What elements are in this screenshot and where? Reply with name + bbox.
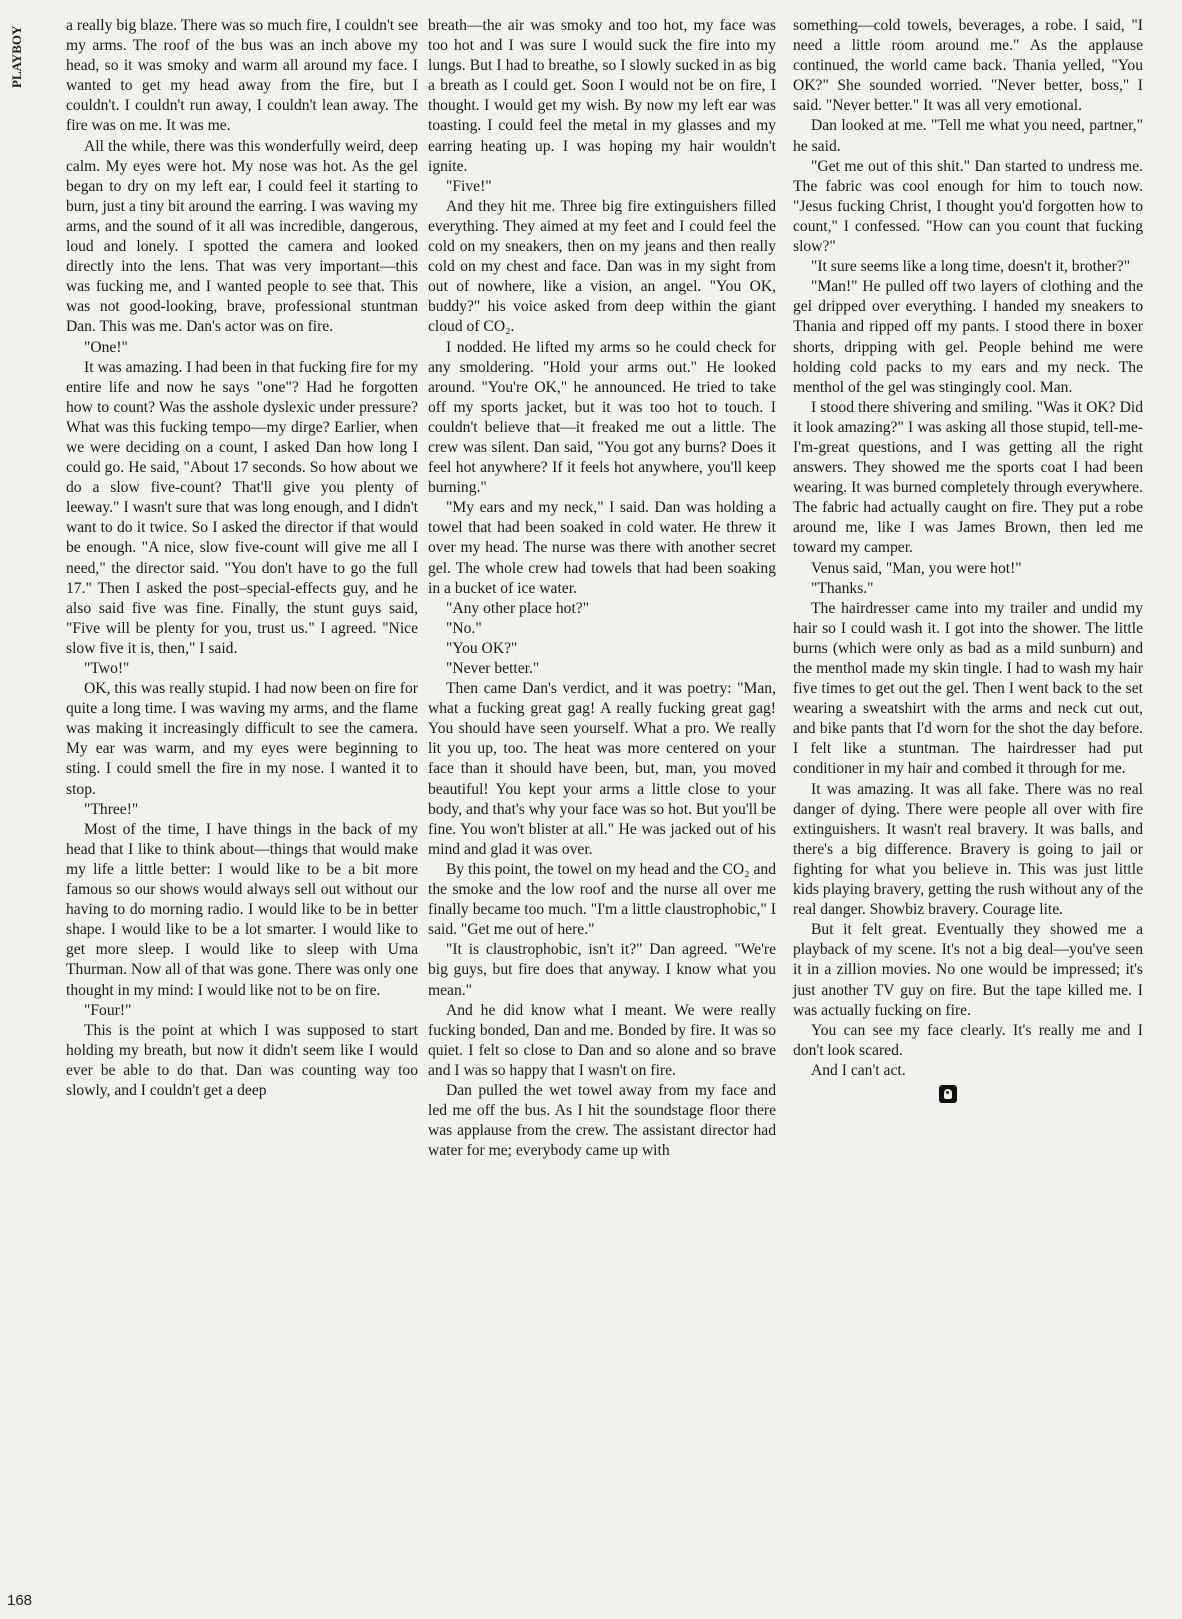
- paragraph: And I can't act.: [811, 1061, 906, 1079]
- paragraph: It was amazing. It was all fake. There was no real danger of dying. There were people all over with fire extinguishers. It wasn't real bravery. It was balls, and there's a big difference. Bravery is going to jail or fighting for what you believe in. This was just little kids playing bravery, getting the rush without any of the real danger. Showbiz bravery. Courage lite.: [793, 780, 1143, 919]
- paragraph: something—cold towels, beverages, a robe. I said, "I need a little room around me." As the applause continued, the world came back. Thania yelled, "You OK?" She sounded worried. "Never better, boss," I said. "Never better." It was all very emotional.: [793, 17, 1143, 115]
- rabbit-head-icon: [939, 1085, 957, 1103]
- paragraph: It was amazing. I had been in that fucking fire for my entire life and now he says "one"? Had he forgotten how to count? Was the asshole dyslexic under pressure? What was this fucking tempo—my dirge? Earlier, when we were deciding on a count, I asked Dan how long I could go. He said, "About 17 seconds. So how about we do a slow five-count? That'll give you plenty of leeway." I wasn't sure that was long enough, and I didn't want to do it twice. So I asked the director if that would be enough. "A nice, slow five-count will give me all I need," the director said. "You don't have to go the full 17." Then I asked the post–special-effects guy, and he also said five was fine. Finally, the stunt guys said, "Five will be plenty for you, trust us." I agreed. "Nice slow five it is, then," I said.: [66, 358, 418, 657]
- paragraph: "Thanks.": [811, 579, 874, 597]
- paragraph: I stood there shivering and smiling. "Was it OK? Did it look amazing?" I was asking all those stupid, tell-me-I'm-great questions, and I was getting all the right answers. They showed me the sports coat I had been wearing. It was burned completely through everywhere. The fabric had actually caught on fire. They put a robe around me, like I was James Brown, then led me toward my camper.: [793, 398, 1143, 557]
- end-mark-container: [793, 1081, 1143, 1103]
- paragraph: "Get me out of this shit." Dan started to undress me. The fabric was cool enough for him to touch now. "Jesus fucking Christ, I thought you'd forgotten how to count," I confessed. "How can you count that fucking slow?": [793, 157, 1143, 256]
- paragraph: "Any other place hot?": [446, 599, 590, 617]
- paragraph: Most of the time, I have things in the back of my head that I like to think about—things that would make my life a little better: I would like to be a bit more famous so our shows would always sell out without our having to do morning radio. I would like to be in better shape. I would like to be a lot smarter. I would like to get more sleep. I would like to sleep with Uma Thurman. Now all of that was gone. There was only one thought in my mind: I would like not to be on fire.: [66, 820, 418, 999]
- paragraph: Dan pulled the wet towel away from my face and led me off the bus. As I hit the soundstage floor there was applause from the crew. The assistant director had water for me; everybody came up with: [428, 1081, 776, 1160]
- paragraph: By this point, the towel on my head and the CO₂ and the smoke and the low roof and the nurse all over me finally became too much. "I'm a little claustrophobic," I said. "Get me out of here.": [428, 860, 776, 939]
- paragraph: "Five!": [446, 177, 492, 195]
- paragraph: "Man!" He pulled off two layers of clothing and the gel dripped over everything. I handed my sneakers to Thania and ripped off my pants. I stood there in boxer shorts, dripping with gel. People behind me were holding cold packs to my ears and my neck. The menthol of the gel was stingingly cool. Man.: [793, 278, 1143, 396]
- paragraph: OK, this was really stupid. I had now been on fire for quite a long time. I was waving my arms, and the flame was making it increasingly difficult to see the camera. My ear was warm, and my eyes were beginning to sting. I could smell the fire in my nose. I wanted it to stop.: [66, 680, 418, 798]
- paragraph: All the while, there was this wonderfully weird, deep calm. My eyes were hot. My nose was hot. As the gel began to dry on my left ear, I could feel it starting to burn, just a tiny bit around the earring. I was waving my arms, and the sound of it all was incredible, dangerous, loud and lonely. I spotted the camera and looked directly into the lens. That was very important—this was fucking me, and I wanted people to see that. This was not good-looking, brave, professional stuntman Dan. This was me. Dan's actor was on fire.: [66, 137, 418, 336]
- paragraph: Venus said, "Man, you were hot!": [811, 559, 1022, 577]
- paragraph: "You OK?": [446, 639, 518, 657]
- paragraph: "No.": [446, 619, 482, 637]
- paragraph: "It is claustrophobic, isn't it?" Dan agreed. "We're big guys, but fire does that anyway. I know what you mean.": [428, 941, 776, 999]
- paragraph: And he did know what I meant. We were really fucking bonded, Dan and me. Bonded by fire. It was so quiet. I felt so close to Dan and so alone and so brave and I was so happy that I wasn't on fire.: [428, 1001, 776, 1079]
- paragraph: a really big blaze. There was so much fire, I couldn't see my arms. The roof of the bus was an inch above my head, so it was smoky and warm all around my face. I wanted to get my head away from the fire, but I couldn't. I couldn't run away, I couldn't lean away. The fire was on me. It was me.: [66, 17, 418, 135]
- paragraph: This is the point at which I was supposed to start holding my breath, but now it didn't seem like I would ever be able to do that. Dan was counting way too slowly, and I couldn't get a deep: [66, 1021, 418, 1099]
- paragraph: And they hit me. Three big fire extinguishers filled everything. They aimed at my feet and I could feel the cold on my sneakers, then on my jeans and then really cold on my chest and face. Dan was in my sight from out of nowhere, like a vision, an angel. "You OK, buddy?" his voice asked from deep within the giant cloud of CO₂.: [428, 197, 776, 336]
- paragraph: I nodded. He lifted my arms so he could check for any smoldering. "Hold your arms out." He looked around. "You're OK," he announced. He tried to take off my sports jacket, but it was too hot to touch. I couldn't believe that—it freaked me out a little. The crew was silent. Dan said, "You got any burns? Does it feel hot anywhere? If it feels hot anywhere, you'll keep burning.": [428, 338, 776, 497]
- text-column-2: [428, 16, 776, 1161]
- paragraph: Dan looked at me. "Tell me what you need, partner," he said.: [793, 117, 1143, 155]
- paragraph: "Three!": [84, 800, 139, 818]
- paragraph: "Four!": [84, 1001, 132, 1019]
- paragraph: "One!": [84, 338, 128, 356]
- text-column-1: [66, 16, 418, 1101]
- text-column-3: [793, 16, 1143, 1103]
- paragraph: "It sure seems like a long time, doesn't it, brother?": [811, 258, 1131, 276]
- paragraph: The hairdresser came into my trailer and undid my hair so I could wash it. I got into the shower. The little burns (which were only as bad as a mild sunburn) and the menthol made my skin tingle. I had to wash my hair five times to get out the gel. Then I went back to the set wearing a sweatshirt with the arms and neck cut out, and bike pants that I'd worn for the shot the day before. I felt like a stuntman. The hairdresser had put conditioner in my hair and combed it through for me.: [793, 599, 1143, 778]
- paragraph: "My ears and my neck," I said. Dan was holding a towel that had been soaked in cold water. He threw it over my head. The nurse was there with another secret gel. The whole crew had towels that had been soaking in a bucket of ice water.: [428, 499, 776, 597]
- paragraph: "Never better.": [446, 660, 540, 677]
- paragraph: But it felt great. Eventually they showed me a playback of my scene. It's not a big deal—you've seen it in a zillion movies. No one would be impressed; it's just another TV guy on fire. But the tape killed me. I was actually fucking on fire.: [793, 921, 1143, 1019]
- paragraph: breath—the air was smoky and too hot, my face was too hot and I was sure I would suck the fire into my lungs. But I had to breathe, so I slowly sucked in as big a breath as I could get. Soon I would not be on fire, I thought. I would get my wish. By now my left ear was toasting. I could feel the metal in my glasses and my earring heating up. I was hoping my hair wouldn't ignite.: [428, 17, 776, 175]
- paragraph: You can see my face clearly. It's really me and I don't look scared.: [793, 1021, 1143, 1059]
- paragraph: Then came Dan's verdict, and it was poetry: "Man, what a fucking great gag! A really fucking great gag! You should have seen yourself. What a pro. We really lit you up, too. The heat was more centered on your face than it should have been, but, man, you moved beautiful! You kept your arms a little close to your body, and that's why your face was so hot. But you'll be fine. You won't blister at all." He was jacked out of his mind and glad it was over.: [428, 680, 776, 858]
- paragraph: "Two!": [84, 660, 130, 677]
- magazine-name: PLAYBOY: [9, 26, 24, 89]
- page-number: 168: [7, 1592, 33, 1609]
